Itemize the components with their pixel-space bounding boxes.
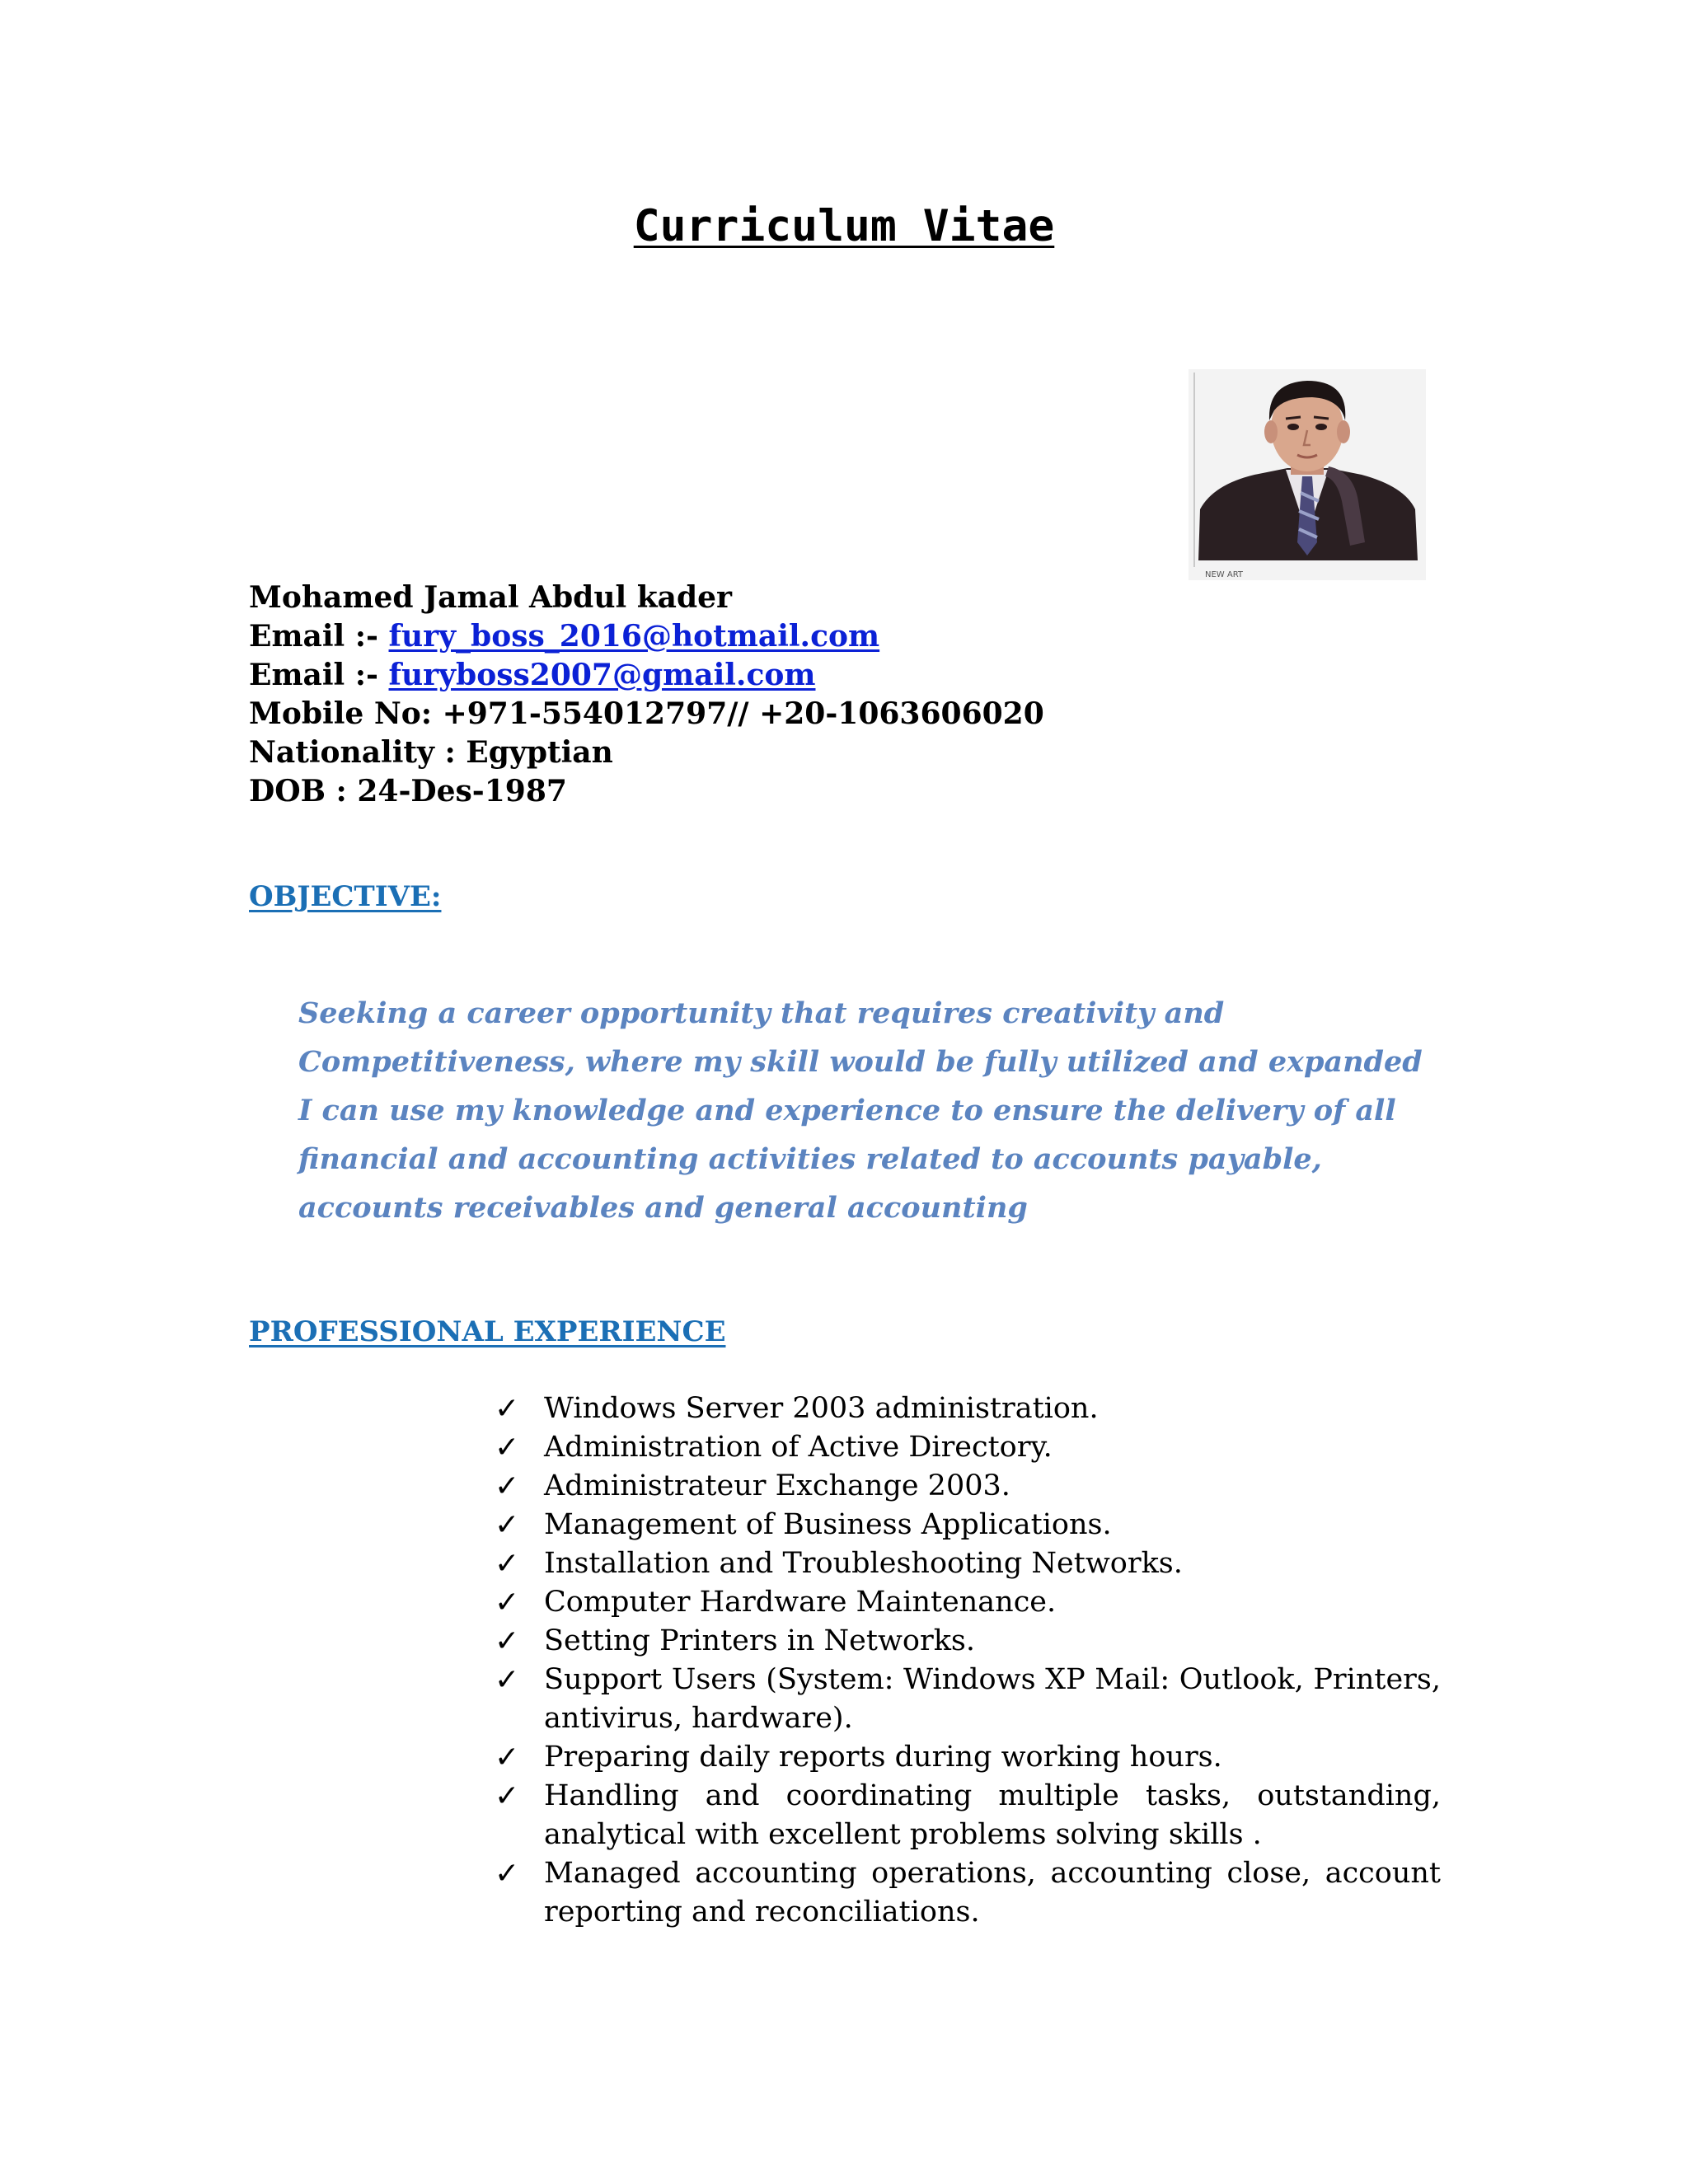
- checkmark-icon: ✓: [495, 1779, 520, 1813]
- experience-item-text: Handling and coordinating multiple tasks, outstanding, analytical with excellent problems solving skills .: [544, 1779, 1441, 1851]
- email-label-1: Email :-: [249, 619, 389, 654]
- photo-caption: NEW ART: [1205, 570, 1244, 579]
- checkmark-icon: ✓: [495, 1586, 520, 1619]
- experience-item: [495, 1738, 1441, 1777]
- checkmark-icon: ✓: [495, 1469, 520, 1503]
- email-row-2: [249, 656, 1044, 695]
- checkmark-icon: ✓: [495, 1624, 520, 1658]
- experience-item-text: Administrateur Exchange 2003.: [544, 1469, 1010, 1502]
- experience-item-text: Managed accounting operations, accounting close, account reporting and reconciliations.: [544, 1857, 1441, 1929]
- experience-item: [495, 1661, 1441, 1738]
- mobile-number: Mobile No: +971-554012797// +20-1063606020: [249, 696, 1044, 731]
- checkmark-icon: ✓: [495, 1392, 520, 1426]
- experience-heading: PROFESSIONAL EXPERIENCE: [249, 1315, 726, 1348]
- experience-item: [495, 1428, 1441, 1467]
- email-row-1: [249, 617, 1044, 656]
- experience-item-text: Support Users (System: Windows XP Mail: Outlook, Printers, antivirus, hardware).: [544, 1663, 1441, 1735]
- experience-item-text: Windows Server 2003 administration.: [544, 1392, 1099, 1425]
- experience-item-text: Management of Business Applications.: [544, 1508, 1112, 1541]
- photo-ear-right: [1337, 420, 1350, 443]
- photo-ear-left: [1264, 420, 1278, 443]
- photo-border: [1193, 373, 1195, 567]
- experience-item: [495, 1390, 1441, 1428]
- date-of-birth: DOB : 24-Des-1987: [249, 774, 567, 808]
- experience-item: [495, 1622, 1441, 1661]
- checkmark-icon: ✓: [495, 1431, 520, 1465]
- checkmark-icon: ✓: [495, 1741, 520, 1774]
- profile-photo: [1189, 369, 1426, 580]
- checkmark-icon: ✓: [495, 1857, 520, 1891]
- experience-item-text: Setting Printers in Networks.: [544, 1624, 976, 1657]
- email-link-2[interactable]: furyboss2007@gmail.com: [388, 658, 816, 692]
- email-link-1[interactable]: fury_boss_2016@hotmail.com: [388, 619, 880, 654]
- experience-item-text: Installation and Troubleshooting Networks.: [544, 1547, 1183, 1580]
- experience-item: [495, 1544, 1441, 1583]
- checkmark-icon: ✓: [495, 1508, 520, 1542]
- experience-item: [495, 1506, 1441, 1544]
- photo-eye-left: [1287, 424, 1299, 430]
- experience-list: [495, 1390, 1441, 1932]
- experience-item: [495, 1854, 1441, 1932]
- checkmark-icon: ✓: [495, 1663, 520, 1697]
- experience-item-text: Administration of Active Directory.: [544, 1431, 1053, 1464]
- experience-item-text: Computer Hardware Maintenance.: [544, 1586, 1057, 1619]
- email-label-2: Email :-: [249, 658, 389, 692]
- experience-item: [495, 1583, 1441, 1622]
- objective-heading: OBJECTIVE:: [249, 880, 442, 913]
- page-title: Curriculum Vitae: [633, 201, 1055, 251]
- candidate-name: Mohamed Jamal Abdul kader: [249, 580, 733, 615]
- checkmark-icon: ✓: [495, 1547, 520, 1581]
- experience-item: [495, 1777, 1441, 1854]
- experience-item-text: Preparing daily reports during working hours.: [544, 1741, 1222, 1774]
- nationality: Nationality : Egyptian: [249, 735, 613, 770]
- contact-block: [249, 579, 1044, 811]
- experience-item: [495, 1467, 1441, 1506]
- profile-photo-image: [1189, 369, 1426, 580]
- photo-eye-right: [1315, 424, 1327, 430]
- objective-text: Seeking a career opportunity that requires creativity and Competitiveness, where my skill would be fully utilized and expanded I can use my knowledge and experience to ensure the delivery of all financial and accounting activities related to accounts payable, accounts receivables and general accounting: [298, 996, 1423, 1225]
